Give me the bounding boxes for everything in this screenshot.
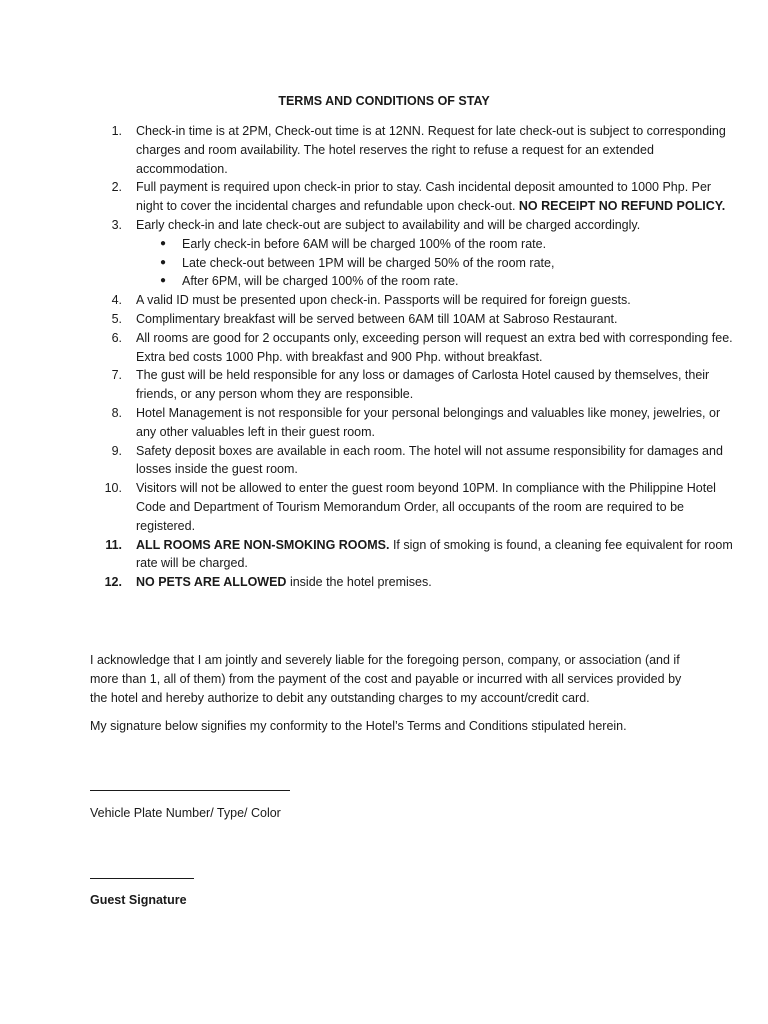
acknowledgement-paragraph: I acknowledge that I am jointly and severely liable for the foregoing person, company, or association (and if more than 1, all of them) from the payment of the cost and payable or incurred with all services provided by the hotel and hereby authorize to debit any outstanding charges to my account/credit card. xyxy=(90,653,682,705)
term-number: 6. xyxy=(111,330,122,345)
term-text: Check-in time is at 2PM, Check-out time is at 12NN. Request for late check-out is subject to corresponding charges and room availability. The hotel reserves the right to refuse a request for an extended accommodation. xyxy=(136,124,726,176)
vehicle-label: Vehicle Plate Number/ Type/ Color xyxy=(90,806,281,820)
bullet-icon: ● xyxy=(160,256,167,268)
term-text: A valid ID must be presented upon check-in. Passports will be required for foreign guests. xyxy=(136,293,631,308)
term-item-12 xyxy=(104,573,736,592)
terms-list xyxy=(90,122,736,592)
term-item-8 xyxy=(111,404,736,442)
term-text: All rooms are good for 2 occupants only, exceeding person will request an extra bed with corresponding fee. Extra bed costs 1000 Php. with breakfast and 900 Php. without breakfast. xyxy=(136,330,733,364)
term-item-10 xyxy=(104,479,736,535)
term-item-4 xyxy=(111,291,736,310)
term-number: 11. xyxy=(105,537,122,552)
term-text: The gust will be held responsible for any loss or damages of Carlosta Hotel caused by themselves, their friends, or any person whom they are responsible. xyxy=(136,368,710,402)
term-sub-text: Late check-out between 1PM will be charged 50% of the room rate, xyxy=(182,255,555,270)
term-text-end: . xyxy=(721,199,726,214)
term-number: 12. xyxy=(104,575,122,590)
term-text: Complimentary breakfast will be served between 6AM till 10AM at Sabroso Restaurant. xyxy=(136,311,618,326)
term-sub-item xyxy=(160,254,736,273)
term-text: Early check-in and late check-out are subject to availability and will be charged accordingly. xyxy=(136,217,641,232)
term-item-9 xyxy=(111,442,736,480)
term-bold-text: NO RECEIPT NO REFUND POLICY xyxy=(518,199,722,214)
term-item-6 xyxy=(111,329,736,367)
term-item-11 xyxy=(105,536,736,574)
term-item-5 xyxy=(111,310,736,329)
term-text: If sign of smoking is found, a cleaning fee equivalent for room rate will be charged. xyxy=(136,537,733,571)
document-title: TERMS AND CONDITIONS OF STAY xyxy=(278,94,490,108)
term-text: inside the hotel premises. xyxy=(286,575,432,590)
term-text: Hotel Management is not responsible for your personal belongings and valuables like money, jewelries, or any other valuables left in their guest room. xyxy=(136,405,721,439)
term-number: 5. xyxy=(111,311,122,326)
guest-signature-label: Guest Signature xyxy=(90,893,187,907)
term-sub-item xyxy=(160,272,736,291)
term-number: 1. xyxy=(111,124,122,138)
term-item-1 xyxy=(111,122,736,178)
guest-signature-line xyxy=(90,878,194,879)
term-number: 2. xyxy=(111,180,122,195)
term-sub-text: After 6PM, will be charged 100% of the room rate. xyxy=(182,274,459,289)
term-text: Visitors will not be allowed to enter the guest room beyond 10PM. In compliance with the Philippine Hotel Code and Department of Tourism Memorandum Order, all occupants of the room are required to be registered. xyxy=(136,481,716,533)
term-bold-text: NO PETS ARE ALLOWED xyxy=(136,575,287,590)
term-sub-list xyxy=(136,235,736,291)
bullet-icon: ● xyxy=(160,237,167,249)
term-text: Safety deposit boxes are available in each room. The hotel will not assume responsibility for damages and losses inside the guest room. xyxy=(136,443,723,477)
term-number: 8. xyxy=(111,405,122,420)
term-number: 4. xyxy=(111,293,122,308)
term-number: 9. xyxy=(111,443,122,458)
term-number: 7. xyxy=(111,368,122,383)
term-item-3 xyxy=(111,216,736,291)
term-sub-text: Early check-in before 6AM will be charged 100% of the room rate. xyxy=(182,236,547,251)
vehicle-signature-line xyxy=(90,790,290,791)
term-bold-text: ALL ROOMS ARE NON-SMOKING ROOMS. xyxy=(136,537,390,552)
term-item-7 xyxy=(111,366,736,404)
term-item-2 xyxy=(111,178,736,216)
signature-statement: My signature below signifies my conformity to the Hotel’s Terms and Conditions stipulated herein. xyxy=(90,719,627,733)
term-sub-item xyxy=(160,235,736,254)
bullet-icon: ● xyxy=(160,275,167,287)
term-number: 10. xyxy=(104,481,122,496)
term-number: 3. xyxy=(111,217,122,232)
term-text: Full payment is required upon check-in prior to stay. Cash incidental deposit amounted to 1000 Php. Per night to cover the incidental charges and refundable upon check-out. xyxy=(136,180,712,214)
